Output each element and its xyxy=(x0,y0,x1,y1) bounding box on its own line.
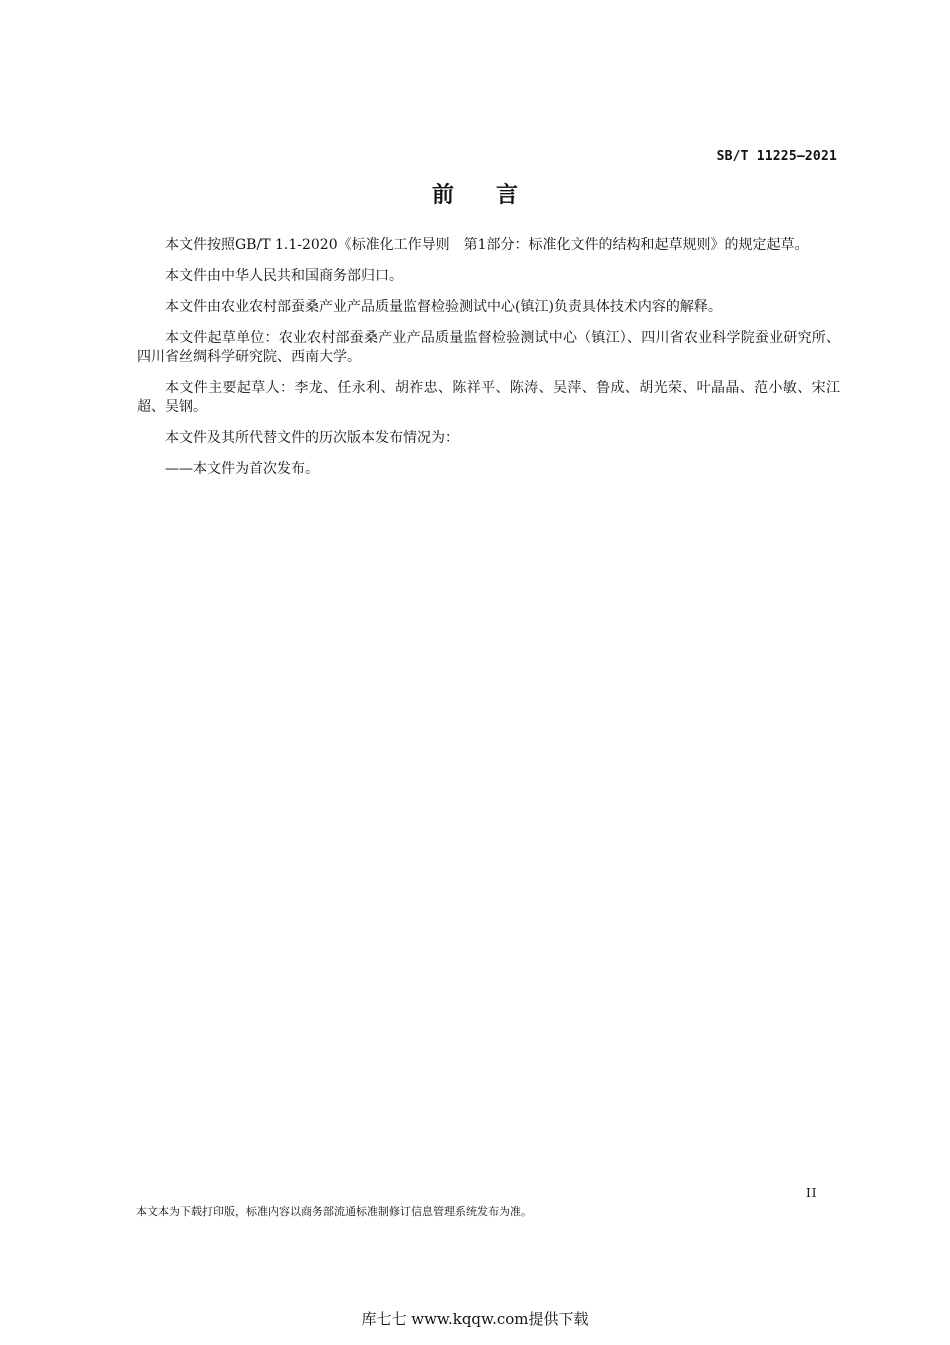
paragraph-drafting-rules: 本文件按照GB/T 1.1-2020《标准化工作导则 第1部分：标准化文件的结构和起草规则》的规定起草。 xyxy=(165,237,809,253)
document-code: SB/T 11225—2021 xyxy=(716,149,837,164)
preface-body xyxy=(137,236,840,491)
paragraph-administration: 本文件由中华人民共和国商务部归口。 xyxy=(165,268,403,284)
paragraph-interpretation: 本文件由农业农村部蚕桑产业产品质量监督检验测试中心(镇江)负责具体技术内容的解释。 xyxy=(165,299,722,315)
page-title: 前言 xyxy=(431,183,560,208)
page-number: II xyxy=(806,1186,818,1200)
footer-note: 本文本为下载打印版，标准内容以商务部流通标准制修订信息管理系统发布为准。 xyxy=(136,1205,532,1218)
paragraph-first-release: ——本文件为首次发布。 xyxy=(165,461,319,477)
paragraph-drafters: 本文件主要起草人：李龙、任永利、胡祚忠、陈祥平、陈涛、吴萍、鲁成、胡光荣、叶晶晶、范小敏、宋江超、吴钢。 xyxy=(137,380,840,415)
paragraph-drafting-units: 本文件起草单位：农业农村部蚕桑产业产品质量监督检验测试中心（镇江）、四川省农业科学院蚕业研究所、四川省丝绸科学研究院、西南大学。 xyxy=(137,330,840,365)
paragraph-version-history: 本文件及其所代替文件的历次版本发布情况为： xyxy=(165,430,459,446)
download-watermark: 库七七 www.kqqw.com提供下载 xyxy=(361,1310,589,1328)
